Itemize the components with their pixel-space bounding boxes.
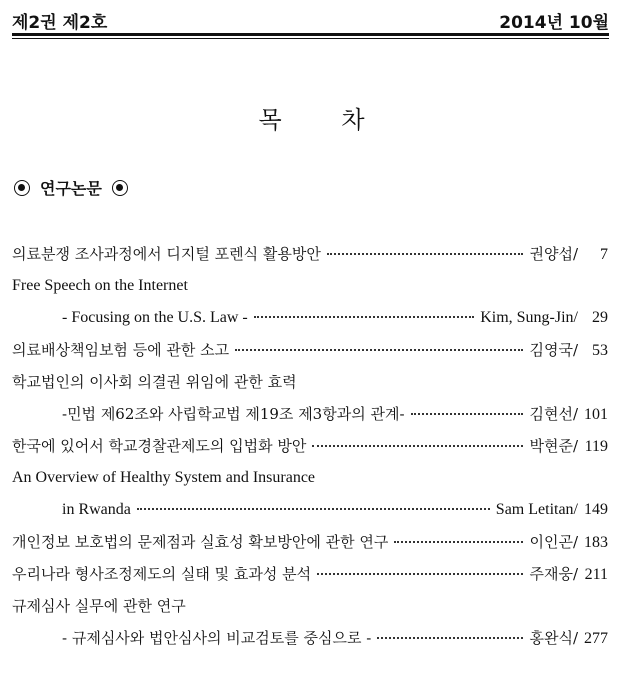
entry-author: 권양섭/: [529, 245, 578, 263]
entry-author: Kim, Sung-Jin/: [480, 309, 578, 326]
entry-title: An Overview of Healthy System and Insurance: [12, 469, 316, 486]
entry-author: 박현준/: [529, 437, 578, 455]
entry-title: 한국에 있어서 학교경찰관제도의 입법화 방안: [12, 437, 307, 455]
entry-author: 홍완식/: [529, 629, 578, 647]
dot-leader: [312, 445, 523, 447]
toc-entries: [12, 238, 608, 654]
section-label: 연구논문: [40, 179, 102, 198]
entry-subtitle: - 규제심사와 법안심사의 비교검토를 중심으로 -: [62, 629, 372, 647]
entry-title: 개인정보 보호법의 문제점과 실효성 확보방안에 관한 연구: [12, 533, 389, 551]
entry-page: 277: [584, 630, 608, 647]
entry-author: 김영국/: [529, 341, 578, 359]
toc-entry[interactable]: [12, 398, 608, 430]
entry-author: Sam Letitan/: [495, 501, 578, 518]
dot-leader: [254, 316, 474, 318]
entry-page: 183: [584, 534, 608, 551]
toc-entry[interactable]: [12, 334, 608, 366]
entry-page: 7: [600, 246, 608, 263]
entry-title: 의료분쟁 조사과정에서 디지털 포렌식 활용방안: [12, 245, 321, 263]
journal-header: [12, 8, 609, 32]
dot-leader: [394, 541, 523, 543]
entry-page: 211: [584, 566, 608, 583]
entry-page: 101: [584, 406, 608, 423]
dot-leader: [327, 253, 524, 255]
entry-title: 규제심사 실무에 관한 연구: [12, 597, 186, 615]
toc-entry[interactable]: [12, 526, 608, 558]
entry-title: 의료배상책임보험 등에 관한 소고: [12, 341, 230, 359]
toc-entry[interactable]: [12, 302, 608, 334]
entry-author: 주재웅/: [529, 565, 578, 583]
header-rule-thin: [12, 38, 609, 39]
dot-leader: [317, 573, 523, 575]
entry-page: 53: [592, 342, 608, 359]
toc-entry-title-line[interactable]: [12, 270, 608, 302]
volume-issue: 제2권 제2호: [12, 13, 108, 33]
entry-title: Free Speech on the Internet: [12, 277, 188, 294]
entry-subtitle: in Rwanda: [62, 501, 131, 518]
toc-entry[interactable]: [12, 238, 608, 270]
entry-subtitle: - Focusing on the U.S. Law -: [62, 309, 248, 326]
entry-author: 김현선/: [529, 405, 578, 423]
section-heading: [14, 176, 128, 199]
dot-leader: [137, 508, 490, 510]
dot-leader: [377, 637, 523, 639]
entry-title: 학교법인의 이사회 의결권 위임에 관한 효력: [12, 373, 297, 391]
circle-bullet-icon: [14, 180, 30, 196]
toc-entry-title-line[interactable]: [12, 590, 608, 622]
header-rule-thick: [12, 33, 609, 36]
toc-title: 목 차: [258, 106, 391, 134]
toc-entry[interactable]: [12, 494, 608, 526]
toc-entry[interactable]: [12, 622, 608, 654]
entry-subtitle: -민법 제62조와 사립학교법 제19조 제3항과의 관계-: [62, 405, 405, 423]
dot-leader: [411, 413, 524, 415]
dot-leader: [235, 349, 523, 351]
entry-author: 이인곤/: [529, 533, 578, 551]
toc-entry-title-line[interactable]: [12, 462, 608, 494]
entry-page: 149: [584, 501, 608, 518]
entry-title: 우리나라 형사조정제도의 실태 및 효과성 분석: [12, 565, 312, 583]
toc-entry[interactable]: [12, 558, 608, 590]
entry-page: 29: [592, 309, 608, 326]
circle-bullet-icon: [112, 180, 128, 196]
entry-page: 119: [584, 438, 608, 455]
issue-date: 2014년 10월: [499, 13, 609, 33]
toc-entry-title-line[interactable]: [12, 366, 608, 398]
toc-entry[interactable]: [12, 430, 608, 462]
